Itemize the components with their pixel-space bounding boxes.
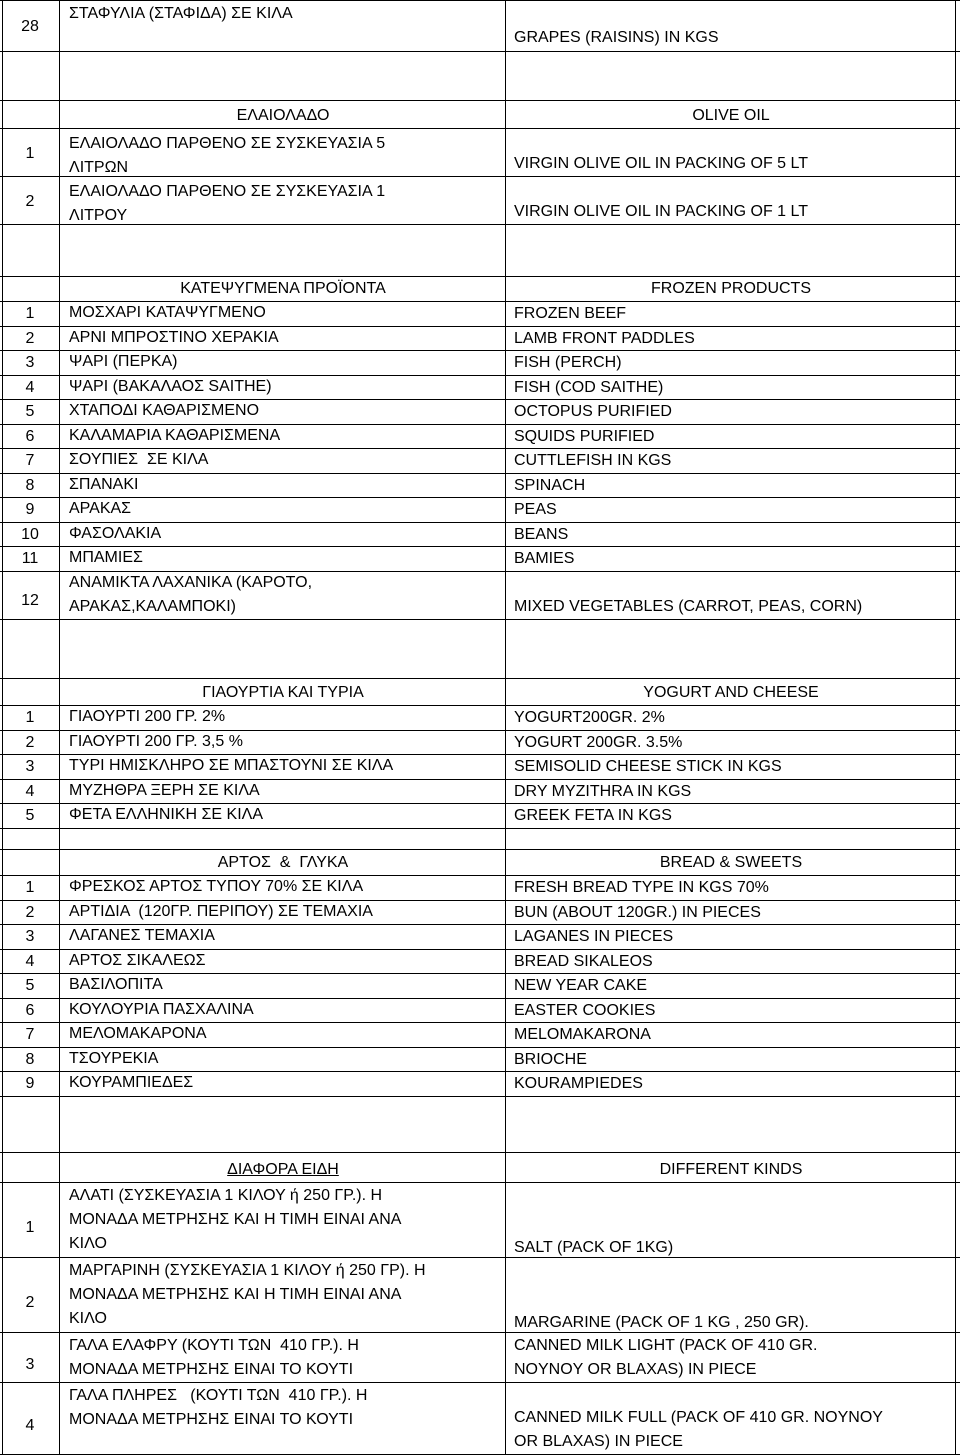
item-greek-name: ΚΟΥΛΟΥΡΙΑ ΠΑΣΧΑΛΙΝΑ [69, 1000, 254, 1018]
item-english-name: MARGARINE (PACK OF 1 KG , 250 GR). [514, 1314, 809, 1331]
item-number: 9 [25, 1075, 35, 1092]
item-english-name: SALT (PACK OF 1KG) [514, 1239, 674, 1256]
table-row [0, 176, 960, 224]
table-row [0, 949, 960, 974]
item-greek-name: ΑΡΤΟΣ ΣΙΚΑΛΕΩΣ [69, 951, 206, 969]
table-row [0, 350, 960, 375]
item-greek-name: ΧΤΑΠΟΔΙ ΚΑΘΑΡΙΣΜΕΝΟ [69, 402, 260, 419]
section-title-english: OLIVE OIL [692, 107, 770, 124]
section-title-greek: ΔΙΑΦΟΡΑ ΕΙΔΗ [227, 1161, 339, 1178]
item-english-name: SEMISOLID CHEESE STICK IN KGS [514, 758, 782, 775]
item-greek-name: ΜΟΣΧΑΡΙ ΚΑΤΑΨΥΓΜΕΝΟ [69, 304, 266, 321]
item-english-name: YOGURT200GR. 2% [514, 709, 665, 726]
row-divider [0, 1182, 960, 1183]
table-row [0, 705, 960, 730]
item-number: 28 [21, 18, 39, 35]
item-number: 3 [25, 1356, 35, 1373]
table-row [0, 399, 960, 424]
row-divider [0, 705, 960, 706]
item-english-name: VIRGIN OLIVE OIL IN PACKING OF 5 LT [514, 155, 808, 172]
item-number: 5 [25, 807, 35, 824]
table-row [0, 998, 960, 1023]
row-divider [0, 924, 960, 925]
item-greek-name: ΑΡΤΙΔΙΑ (120ΓΡ. ΠΕΡΙΠΟΥ) ΣΕ ΤΕΜΑΧΙΑ [69, 902, 373, 920]
item-number: 11 [21, 550, 39, 567]
item-english-name: BREAD SIKALEOS [514, 952, 653, 970]
item-greek-name: ΑΝΑΜΙΚΤΑ ΛΑΧΑΝΙΚΑ (ΚΑΡΟΤΟ, ΑΡΑΚΑΣ,ΚΑΛΑΜΠΟΚΙ) [69, 573, 313, 615]
item-greek-name: ΑΡΝΙ ΜΠΡΟΣΤΙΝΟ ΧΕΡΑΚΙΑ [69, 328, 279, 346]
row-divider [0, 900, 960, 901]
row-divider [0, 949, 960, 950]
bread-section-header [0, 849, 960, 875]
section-title-greek: ΑΡΤΟΣ & ΓΛΥΚΑ [217, 854, 349, 871]
item-number: 2 [25, 193, 35, 210]
table-row [0, 754, 960, 779]
section-title-english: BREAD & SWEETS [659, 854, 803, 871]
item-number: 3 [25, 928, 35, 945]
row-divider [0, 1096, 960, 1097]
olive-oil-section-header [0, 100, 960, 128]
item-number: 1 [25, 145, 35, 162]
item-greek-name: ΛΑΓΑΝΕΣ ΤΕΜΑΧΙΑ [69, 927, 215, 944]
row-divider [0, 375, 960, 376]
item-english-name: MIXED VEGETABLES (CARROT, PEAS, CORN) [514, 597, 863, 615]
item-number: 7 [25, 1026, 35, 1043]
item-number: 10 [21, 525, 39, 543]
row-divider [0, 1047, 960, 1048]
item-number: 2 [25, 903, 35, 921]
item-english-name: SQUIDS PURIFIED [514, 427, 655, 445]
item-greek-name: ΓΙΑΟΥΡΤΙ 200 ΓΡ. 3,5 % [69, 732, 243, 750]
item-english-name: CANNED MILK FULL (PACK OF 410 GR. NOYNOY OR BLAXAS) IN PIECE [514, 1409, 883, 1450]
yogurt-section-header [0, 678, 960, 705]
row-divider [0, 1382, 960, 1383]
item-greek-name: ΕΛΑΙΟΛΑΔΟ ΠΑΡΘΕΝΟ ΣΕ ΣΥΣΚΕΥΑΣΙΑ 1 ΛΙΤΡΟΥ [69, 183, 386, 224]
item-english-name: YOGURT 200GR. 3.5% [514, 733, 683, 751]
table-row [0, 779, 960, 804]
table-row [0, 473, 960, 498]
item-english-name: PEAS [514, 501, 557, 518]
item-number: 8 [25, 476, 35, 494]
item-english-name: CUTTLEFISH IN KGS [514, 452, 672, 469]
item-english-name: GREEK FETA IN KGS [514, 807, 672, 824]
table-row [0, 424, 960, 449]
item-english-name: BRIOCHE [514, 1050, 587, 1068]
row-divider [0, 828, 960, 829]
row-divider [0, 1257, 960, 1258]
section-title-greek: ΚΑΤΕΨΥΓΜΕΝΑ ΠΡΟΪΟΝΤΑ [180, 280, 386, 297]
item-number: 1 [25, 305, 35, 322]
row-divider [0, 276, 960, 277]
item-english-name: BUN (ABOUT 120GR.) IN PIECES [514, 903, 761, 921]
row-divider [0, 176, 960, 177]
row-divider [0, 1071, 960, 1072]
item-greek-name: ΣΠΑΝΑΚΙ [69, 475, 139, 493]
row-divider [0, 803, 960, 804]
row-divider [0, 571, 960, 572]
item-greek-name: ΤΣΟΥΡΕΚΙΑ [69, 1049, 159, 1067]
table-row [0, 924, 960, 949]
section-title-english: DIFFERENT KINDS [659, 1161, 803, 1178]
item-greek-name: ΓΙΑΟΥΡΤΙ 200 ΓΡ. 2% [69, 708, 226, 725]
item-greek-name: ΚΑΛΑΜΑΡΙΑ ΚΑΘΑΡΙΣΜΕΝΑ [69, 426, 281, 444]
row-divider [0, 973, 960, 974]
item-greek-name: ΦΑΣΟΛΑΚΙΑ [69, 524, 162, 542]
row-divider [0, 522, 960, 523]
item-greek-name: ΨΑΡΙ (ΠΕΡΚΑ) [69, 353, 178, 370]
row-divider [0, 350, 960, 351]
row-divider [0, 51, 960, 52]
table-row [0, 803, 960, 828]
row-divider [0, 497, 960, 498]
row-divider [0, 1022, 960, 1023]
item-english-name: SPINACH [514, 476, 586, 494]
table-row [0, 497, 960, 522]
table-row [0, 1022, 960, 1047]
item-greek-name: ΑΛΑΤΙ (ΣΥΣΚΕΥΑΣΙΑ 1 ΚΙΛΟΥ ή 250 ΓΡ.). Η ΜΟΝΑΔΑ ΜΕΤΡΗΣΗΣ ΚΑΙ Η ΤΙΜΗ ΕΙΝΑΙ ΑΝΑ ΚΙΛΟ [69, 1187, 402, 1252]
item-english-name: EASTER COOKIES [514, 1001, 656, 1019]
item-number: 4 [25, 952, 35, 970]
row-divider [0, 875, 960, 876]
row-divider [0, 301, 960, 302]
item-number: 6 [25, 1001, 35, 1019]
item-number: 7 [25, 452, 35, 469]
item-english-name: VIRGIN OLIVE OIL IN PACKING OF 1 LT [514, 203, 808, 220]
item-english-name: FROZEN BEEF [514, 305, 627, 322]
item-number: 2 [25, 329, 35, 347]
table-row [0, 1332, 960, 1382]
different-kinds-section-header [0, 1152, 960, 1182]
item-greek-name: ΜΥΖΗΘΡΑ ΞΕΡΗ ΣΕ ΚΙΛΑ [69, 781, 260, 799]
item-number: 3 [25, 758, 35, 775]
row-divider [0, 849, 960, 850]
item-greek-name: ΓΑΛΑ ΕΛΑΦΡΥ (ΚΟΥΤΙ ΤΩΝ 410 ΓΡ.). Η ΜΟΝΑΔΑ ΜΕΤΡΗΣΗΣ ΕΙΝΑΙ ΤΟ ΚΟΥΤΙ [69, 1337, 359, 1378]
item-greek-name: ΚΟΥΡΑΜΠΙΕΔΕΣ [69, 1074, 194, 1091]
item-number: 5 [25, 977, 35, 994]
item-english-name: BEANS [514, 525, 569, 543]
table-row [0, 1257, 960, 1332]
item-number: 2 [25, 1294, 35, 1311]
item-greek-name: ΜΠΑΜΙΕΣ [69, 549, 143, 566]
table-row [0, 448, 960, 473]
row-divider [0, 399, 960, 400]
item-greek-name: ΤΥΡΙ ΗΜΙΣΚΛΗΡΟ ΣΕ ΜΠΑΣΤΟΥΝΙ ΣΕ ΚΙΛΑ [69, 757, 394, 774]
row-divider [0, 546, 960, 547]
row-divider [0, 754, 960, 755]
row-divider [0, 448, 960, 449]
item-number: 9 [25, 501, 35, 518]
table-row [0, 1182, 960, 1257]
row-divider [0, 730, 960, 731]
section-title-english: YOGURT AND CHEESE [643, 684, 819, 701]
item-greek-name: ΑΡΑΚΑΣ [69, 500, 132, 517]
table-row [0, 546, 960, 571]
item-english-name: FISH (PERCH) [514, 354, 622, 371]
row-divider [0, 424, 960, 425]
item-english-name: NEW YEAR CAKE [514, 977, 648, 994]
row-divider [0, 473, 960, 474]
table-row [0, 875, 960, 900]
table-row [0, 375, 960, 400]
table-row [0, 301, 960, 326]
row-divider [0, 619, 960, 620]
item-english-name: KOURAMPIEDES [514, 1075, 643, 1092]
item-greek-name: ΦΡΕΣΚΟΣ ΑΡΤΟΣ ΤΥΠΟΥ 70% ΣΕ ΚΙΛΑ [69, 878, 364, 895]
item-english-name: LAGANES IN PIECES [514, 928, 674, 945]
row-divider [0, 1332, 960, 1333]
item-number: 1 [25, 879, 35, 896]
table-row [0, 0, 960, 51]
table-border-top [0, 0, 960, 1]
item-number: 6 [25, 427, 35, 445]
item-greek-name: ΓΑΛΑ ΠΛΗΡΕΣ (ΚΟΥΤΙ ΤΩΝ 410 ΓΡ.). Η ΜΟΝΑΔΑ ΜΕΤΡΗΣΗΣ ΕΙΝΑΙ ΤΟ ΚΟΥΤΙ [69, 1387, 368, 1428]
row-divider [0, 678, 960, 679]
item-english-name: DRY MYZITHRA IN KGS [514, 782, 692, 800]
item-greek-name: ΨΑΡΙ (ΒΑΚΑΛΑΟΣ SAITHE) [69, 377, 272, 395]
item-english-name: FRESH BREAD TYPE IN KGS 70% [514, 879, 769, 896]
item-greek-name: ΦΕΤΑ ΕΛΛΗΝΙΚΗ ΣΕ ΚΙΛΑ [69, 806, 264, 823]
item-number: 4 [25, 782, 35, 800]
item-number: 3 [25, 354, 35, 371]
row-divider [0, 224, 960, 225]
table-row [0, 730, 960, 755]
table-row [0, 973, 960, 998]
item-english-name: FISH (COD SAITHE) [514, 378, 664, 396]
table-row [0, 1071, 960, 1096]
item-english-name: LAMB FRONT PADDLES [514, 329, 695, 347]
item-number: 1 [25, 1219, 35, 1236]
section-title-english: FROZEN PRODUCTS [651, 280, 811, 297]
item-greek-name: ΣΟΥΠΙΕΣ ΣΕ ΚΙΛΑ [69, 451, 209, 468]
row-divider [0, 128, 960, 129]
row-divider [0, 1152, 960, 1153]
item-number: 12 [21, 591, 39, 609]
table-row [0, 571, 960, 619]
item-greek-name: ΕΛΑΙΟΛΑΔΟ ΠΑΡΘΕΝΟ ΣΕ ΣΥΣΚΕΥΑΣΙΑ 5 ΛΙΤΡΩΝ [69, 135, 386, 176]
table-row [0, 128, 960, 176]
row-divider [0, 326, 960, 327]
table-row [0, 1382, 960, 1454]
item-number: 2 [25, 733, 35, 751]
item-greek-name: ΜΑΡΓΑΡΙΝΗ (ΣΥΣΚΕΥΑΣΙΑ 1 ΚΙΛΟΥ ή 250 ΓΡ). Η ΜΟΝΑΔΑ ΜΕΤΡΗΣΗΣ ΚΑΙ Η ΤΙΜΗ ΕΙΝΑΙ ΑΝΑ ΚΙΛΟ [69, 1262, 426, 1327]
table-row [0, 522, 960, 547]
item-number: 8 [25, 1050, 35, 1068]
table-row [0, 1047, 960, 1072]
section-title-greek: ΕΛΑΙΟΛΑΔΟ [236, 107, 330, 124]
item-greek-name: ΣΤΑΦΥΛΙΑ (ΣΤΑΦΙΔΑ) ΣΕ ΚΙΛΑ [69, 5, 293, 22]
row-divider [0, 100, 960, 101]
item-english-name: CANNED MILK LIGHT (PACK OF 410 GR. NOYNOY OR BLAXAS) IN PIECE [514, 1337, 818, 1378]
item-number: 4 [25, 1417, 35, 1434]
item-english-name: GRAPES (RAISINS) IN KGS [514, 29, 719, 46]
table-row [0, 900, 960, 925]
item-number: 5 [25, 403, 35, 420]
frozen-section-header [0, 276, 960, 301]
section-title-greek: ΓΙΑΟΥΡΤΙΑ ΚΑΙ ΤΥΡΙΑ [202, 684, 364, 701]
item-greek-name: ΒΑΣΙΛΟΠΙΤΑ [69, 976, 163, 993]
item-number: 1 [25, 709, 35, 726]
item-english-name: OCTOPUS PURIFIED [514, 403, 672, 420]
row-divider [0, 998, 960, 999]
item-english-name: MELOMAKARONA [514, 1026, 651, 1043]
item-number: 4 [25, 378, 35, 396]
table-row [0, 326, 960, 351]
item-english-name: BAMIES [514, 550, 575, 567]
item-greek-name: ΜΕΛΟΜΑΚΑΡΟΝΑ [69, 1025, 207, 1042]
row-divider [0, 779, 960, 780]
